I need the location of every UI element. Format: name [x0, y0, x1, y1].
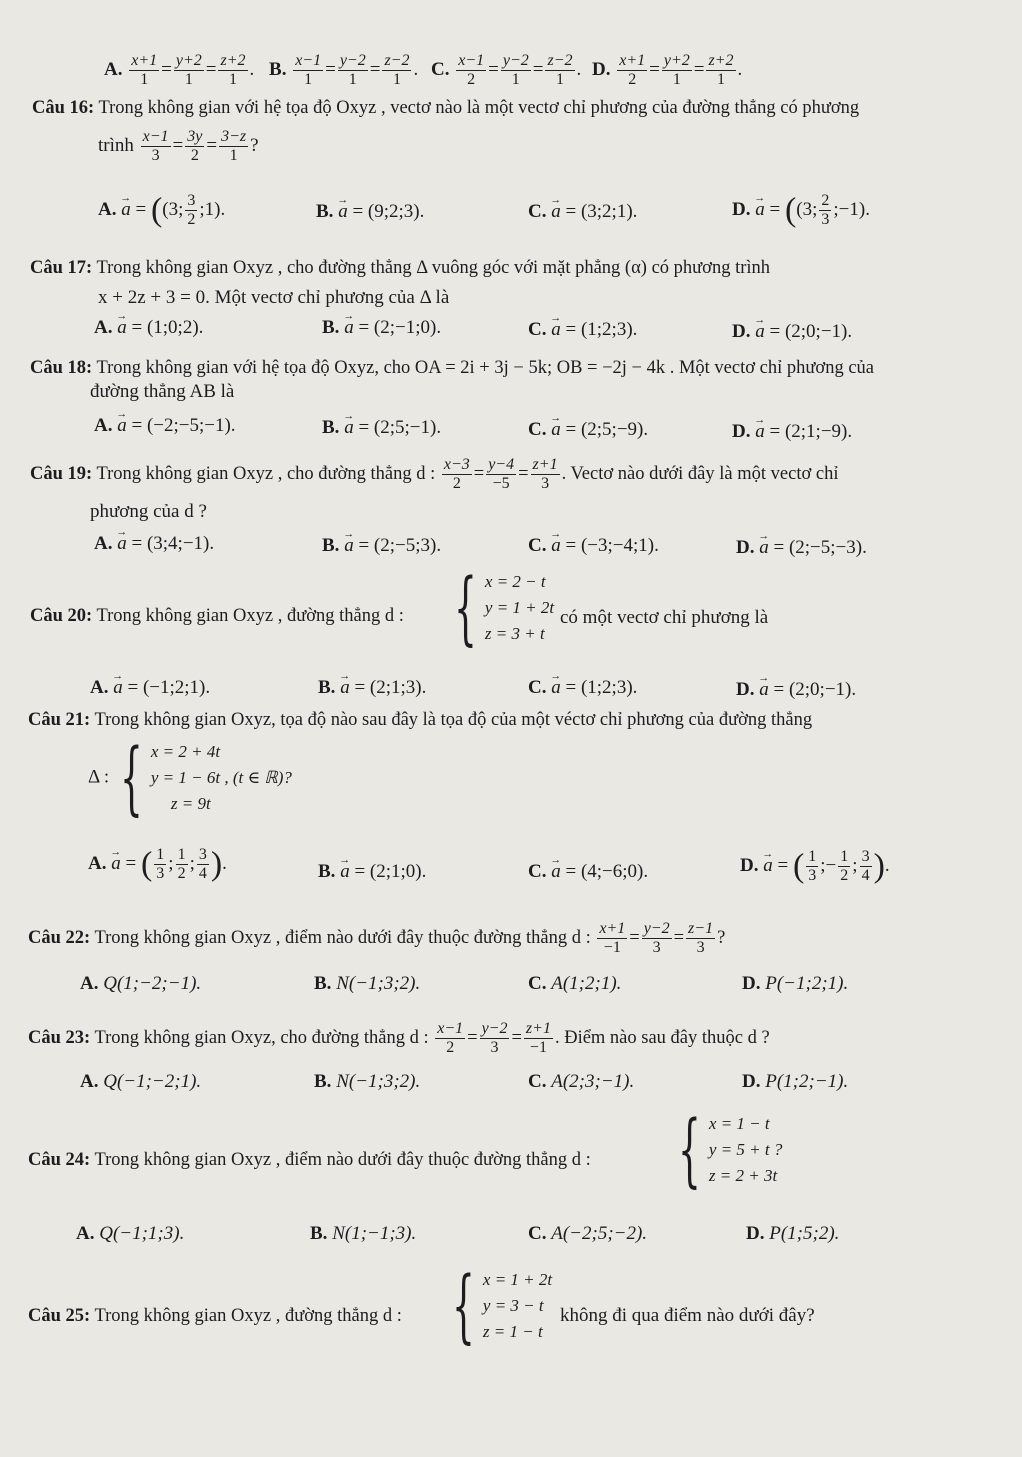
q18-stem: Câu 18: Trong không gian với hệ tọa độ Oxyz, cho OA = 2i + 3j − 5k; OB = −2j − 4k . Một vectơ chỉ phương của [30, 358, 874, 378]
q15-option-b-label: B. [269, 58, 287, 80]
q18-stem-2: đường thẳng AB là [90, 381, 235, 402]
q21-option-c[interactable]: C. → a = (4;−6;0). [528, 860, 648, 884]
q16-option-c[interactable]: C. → a = (3;2;1). [528, 200, 637, 224]
q21-stem: Câu 21: Trong không gian Oxyz, tọa độ nào sau đây là tọa độ của một véctơ chỉ phương của đường thẳng [28, 710, 813, 730]
q24-option-d[interactable]: D. P(1;5;2). [746, 1223, 840, 1244]
q22-option-d[interactable]: D. P(−1;2;1). [742, 973, 849, 994]
q19-stem-2: phương của d ? [90, 501, 207, 522]
q19-stem: Câu 19: Trong không gian Oxyz , cho đường thẳng d : $\frac{x-3}{2}$ = $\frac{y-4}{-5}$ = $\frac{z+1}{3}$ . Vectơ nào dưới đây là một vectơ chỉ [30, 456, 839, 492]
q21-option-b[interactable]: B. → a = (2;1;0). [318, 860, 426, 884]
q19-option-c[interactable]: C. → a = (−3;−4;1). [528, 534, 659, 558]
q17-option-a[interactable]: A. → a = (1;0;2). [94, 316, 203, 340]
q17-option-c[interactable]: C. → a = (1;2;3). [528, 318, 637, 342]
q18-option-d[interactable]: D. → a = (2;1;−9). [732, 420, 852, 444]
q20-option-d[interactable]: D. → a = (2;0;−1). [736, 678, 856, 702]
q18-option-b[interactable]: B. → a = (2;5;−1). [322, 416, 441, 440]
q16-stem: Câu 16: Trong không gian với hệ tọa độ Oxyz , vectơ nào là một vectơ chỉ phương của đường thẳng có phương [32, 98, 860, 118]
q19-option-a[interactable]: A. → a = (3;4;−1). [94, 532, 214, 556]
q15-option-c-label: C. [430, 58, 450, 80]
q23-stem: Câu 23: Trong không gian Oxyz, cho đường thẳng d : $\frac{x-1}{2}$ = $\frac{y-2}{3}$ = $\frac{z+1}{-1}$ . Điểm nào sau đây thuộc d ? [28, 1020, 770, 1056]
q20-stem-tail: có một vectơ chỉ phương là [560, 607, 769, 628]
q24-option-a[interactable]: A. Q(−1;1;3). [76, 1223, 185, 1244]
q25-stem-tail: không đi qua điểm nào dưới đây? [560, 1305, 815, 1326]
q15-options: A. $\frac{x+1}{1}$ = $\frac{y+2}{1}$ = $\frac{z+2}{1}$ . B. $\frac{x-1}{1}$ = $\frac{y-2}{1}$ = $\frac{z-2}{1}$ . C. $\frac{x-1}{2}$ = $\frac{y-2}{1}$ = $\frac{z-2}{1}$ . D. $\frac{x+1}{2}$ = $\frac{y+2}{1}$ = $\frac{z+2}{1}$ . [104, 52, 743, 88]
q23-option-a[interactable]: A. Q(−1;−2;1). [80, 1071, 202, 1092]
q17-option-b[interactable]: B. → a = (2;−1;0). [322, 316, 441, 340]
q24-stem: Câu 24: Trong không gian Oxyz , điểm nào dưới đây thuộc đường thẳng d : [28, 1150, 591, 1170]
q16-option-d[interactable]: D. → a = ((3; $\frac{2}{3}$ ;−1). [732, 192, 870, 229]
q23-option-b[interactable]: B. N(−1;3;2). [314, 1071, 421, 1092]
q18-option-a[interactable]: A. → a = (−2;−5;−1). [94, 414, 236, 438]
q25-system: { x = 1 + 2t y = 3 − t z = 1 − t [451, 1259, 553, 1352]
q23-option-d[interactable]: D. P(1;2;−1). [742, 1071, 849, 1092]
q15-option-a-label: A. [104, 58, 123, 80]
q17-stem-2: x + 2z + 3 = 0. Một vectơ chỉ phương của Δ là [98, 287, 450, 308]
q20-stem-lead: Câu 20: Trong không gian Oxyz , đường thẳng d : [30, 606, 404, 626]
q17-stem: Câu 17: Trong không gian Oxyz , cho đường thẳng Δ vuông góc với mặt phẳng (α) có phương trình [30, 258, 771, 278]
q23-option-c[interactable]: C. A(2;3;−1). [528, 1071, 635, 1092]
q16-option-b[interactable]: B. → a = (9;2;3). [316, 200, 424, 224]
q22-option-a[interactable]: A. Q(1;−2;−1). [80, 973, 202, 994]
q16-equation: trình $\frac{x-1}{3}$ = $\frac{3y}{2}$ = $\frac{3-z}{1}$ ? [98, 128, 259, 164]
q17-option-d[interactable]: D. → a = (2;0;−1). [732, 320, 852, 344]
q19-option-d[interactable]: D. → a = (2;−5;−3). [736, 536, 867, 560]
q21-option-d[interactable]: D. → a = ( $\frac{1}{3}$ ;− $\frac{1}{2}$ ; $\frac{3}{4}$ ). [740, 848, 890, 885]
q16-option-a[interactable]: A. → a = ((3; $\frac{3}{2}$ ;1). [98, 192, 225, 229]
q22-option-c[interactable]: C. A(1;2;1). [528, 973, 622, 994]
q20-option-a[interactable]: A. → a = (−1;2;1). [90, 676, 210, 700]
q16-number: Câu 16: [32, 98, 95, 118]
q24-option-c[interactable]: C. A(−2;5;−2). [528, 1223, 648, 1244]
q22-option-b[interactable]: B. N(−1;3;2). [314, 973, 421, 994]
q20-system: { x = 2 − t y = 1 + 2t z = 3 + t [453, 561, 555, 654]
q20-option-c[interactable]: C. → a = (1;2;3). [528, 676, 637, 700]
q18-option-c[interactable]: C. → a = (2;5;−9). [528, 418, 648, 442]
q21-system: Δ : { x = 2 + 4t y = 1 − 6t , (t ∈ ℝ)? z = 9t [88, 731, 292, 824]
q19-option-b[interactable]: B. → a = (2;−5;3). [322, 534, 441, 558]
q24-system: { x = 1 − t y = 5 + t ? z = 2 + 3t [677, 1103, 783, 1196]
q25-stem-lead: Câu 25: Trong không gian Oxyz , đường thẳng d : [28, 1306, 402, 1326]
q24-option-b[interactable]: B. N(1;−1;3). [310, 1223, 417, 1244]
q20-option-b[interactable]: B. → a = (2;1;3). [318, 676, 426, 700]
q22-stem: Câu 22: Trong không gian Oxyz , điểm nào dưới đây thuộc đường thẳng d : $\frac{x+1}{-1}$ = $\frac{y-2}{3}$ = $\frac{z-1}{3}$ ? [28, 920, 726, 956]
q21-option-a[interactable]: A. → a = ( $\frac{1}{3}$ ; $\frac{1}{2}$ ; $\frac{3}{4}$ ). [88, 846, 227, 883]
q15-option-d-label: D. [592, 58, 611, 80]
